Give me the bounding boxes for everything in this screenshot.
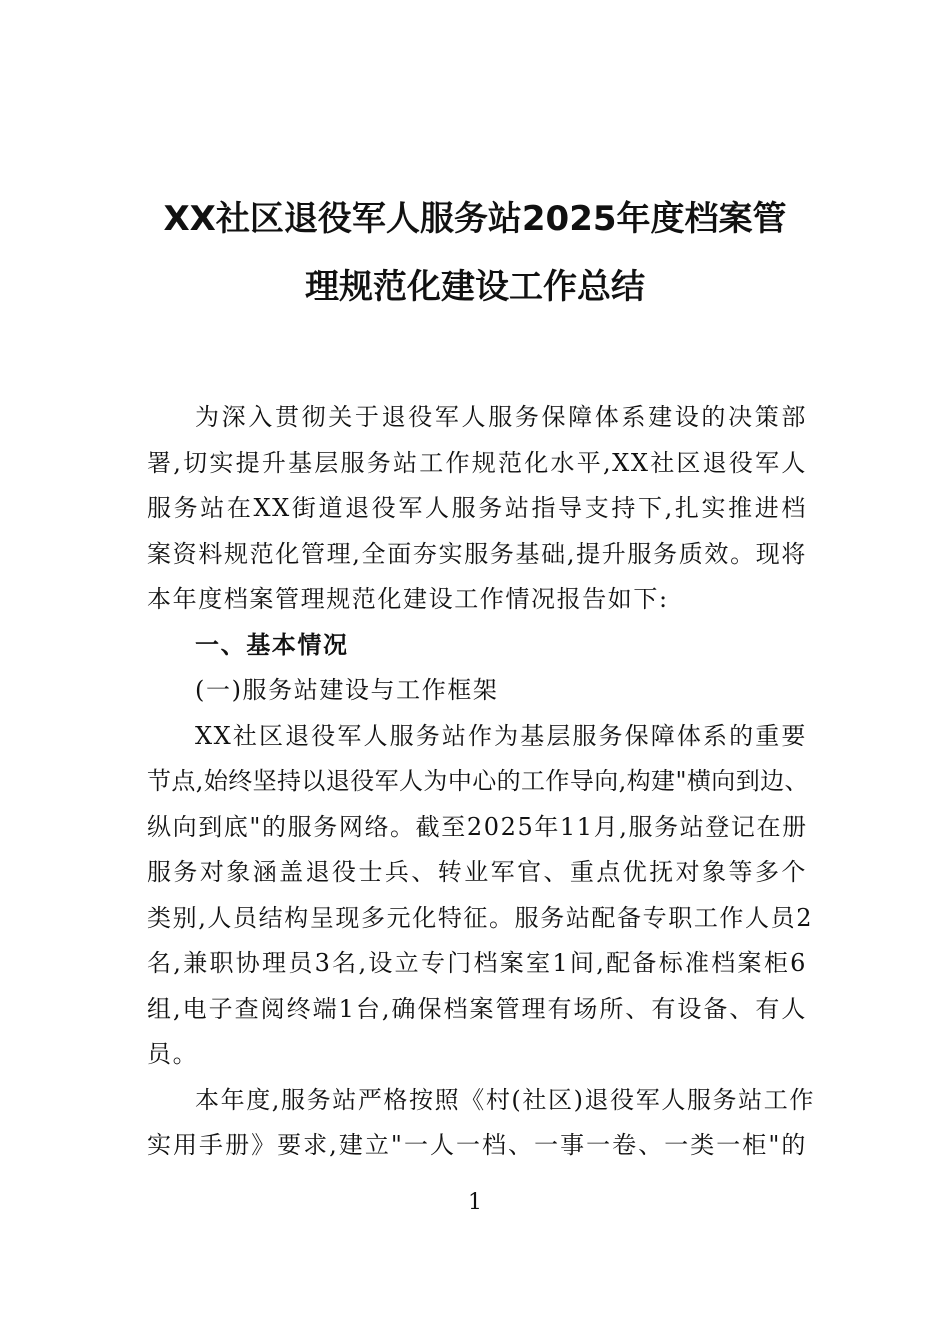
document-title-line-1: XX社区退役军人服务站2025年度档案管	[163, 199, 787, 239]
paragraph-line: 本年度,服务站严格按照《村(社区)退役军人服务站工作	[195, 1085, 815, 1114]
paragraph-line: 服务对象涵盖退役士兵、转业军官、重点优抚对象等多个	[147, 858, 807, 886]
paragraph-line: 署,切实提升基层服务站工作规范化水平,XX社区退役军人	[147, 448, 807, 477]
document-body	[147, 395, 815, 1169]
paragraph-line: 组,电子查阅终端1台,确保档案管理有场所、有设备、有人	[147, 994, 807, 1023]
paragraph-line: 名,兼职协理员3名,设立专门档案室1间,配备标准档案柜6	[147, 949, 807, 977]
paragraph-line: XX社区退役军人服务站作为基层服务保障体系的重要	[195, 721, 807, 750]
subsection-heading: (一)服务站建设与工作框架	[195, 676, 499, 704]
paragraph-line: 实用手册》要求,建立"一人一档、一事一卷、一类一柜"的	[147, 1131, 807, 1159]
paragraph-line: 为深入贯彻关于退役军人服务保障体系建设的决策部	[195, 403, 807, 431]
paragraph-line: 纵向到底"的服务网络。截至2025年11月,服务站登记在册	[147, 812, 808, 841]
paragraph-line: 本年度档案管理规范化建设工作情况报告如下:	[147, 585, 669, 613]
document-title-line-2: 理规范化建设工作总结	[305, 267, 645, 307]
paragraph-line: 案资料规范化管理,全面夯实服务基础,提升服务质效。现将	[147, 539, 807, 568]
paragraph-line: 服务站在XX街道退役军人服务站指导支持下,扎实推进档	[147, 494, 807, 522]
section-heading: 一、基本情况	[195, 630, 349, 659]
paragraph-line: 节点,始终坚持以退役军人为中心的工作导向,构建"横向到边、	[147, 767, 809, 795]
paragraph-line: 员。	[147, 1040, 199, 1068]
page-number: 1	[468, 1190, 482, 1215]
paragraph-line: 类别,人员结构呈现多元化特征。服务站配备专职工作人员2	[147, 903, 814, 932]
